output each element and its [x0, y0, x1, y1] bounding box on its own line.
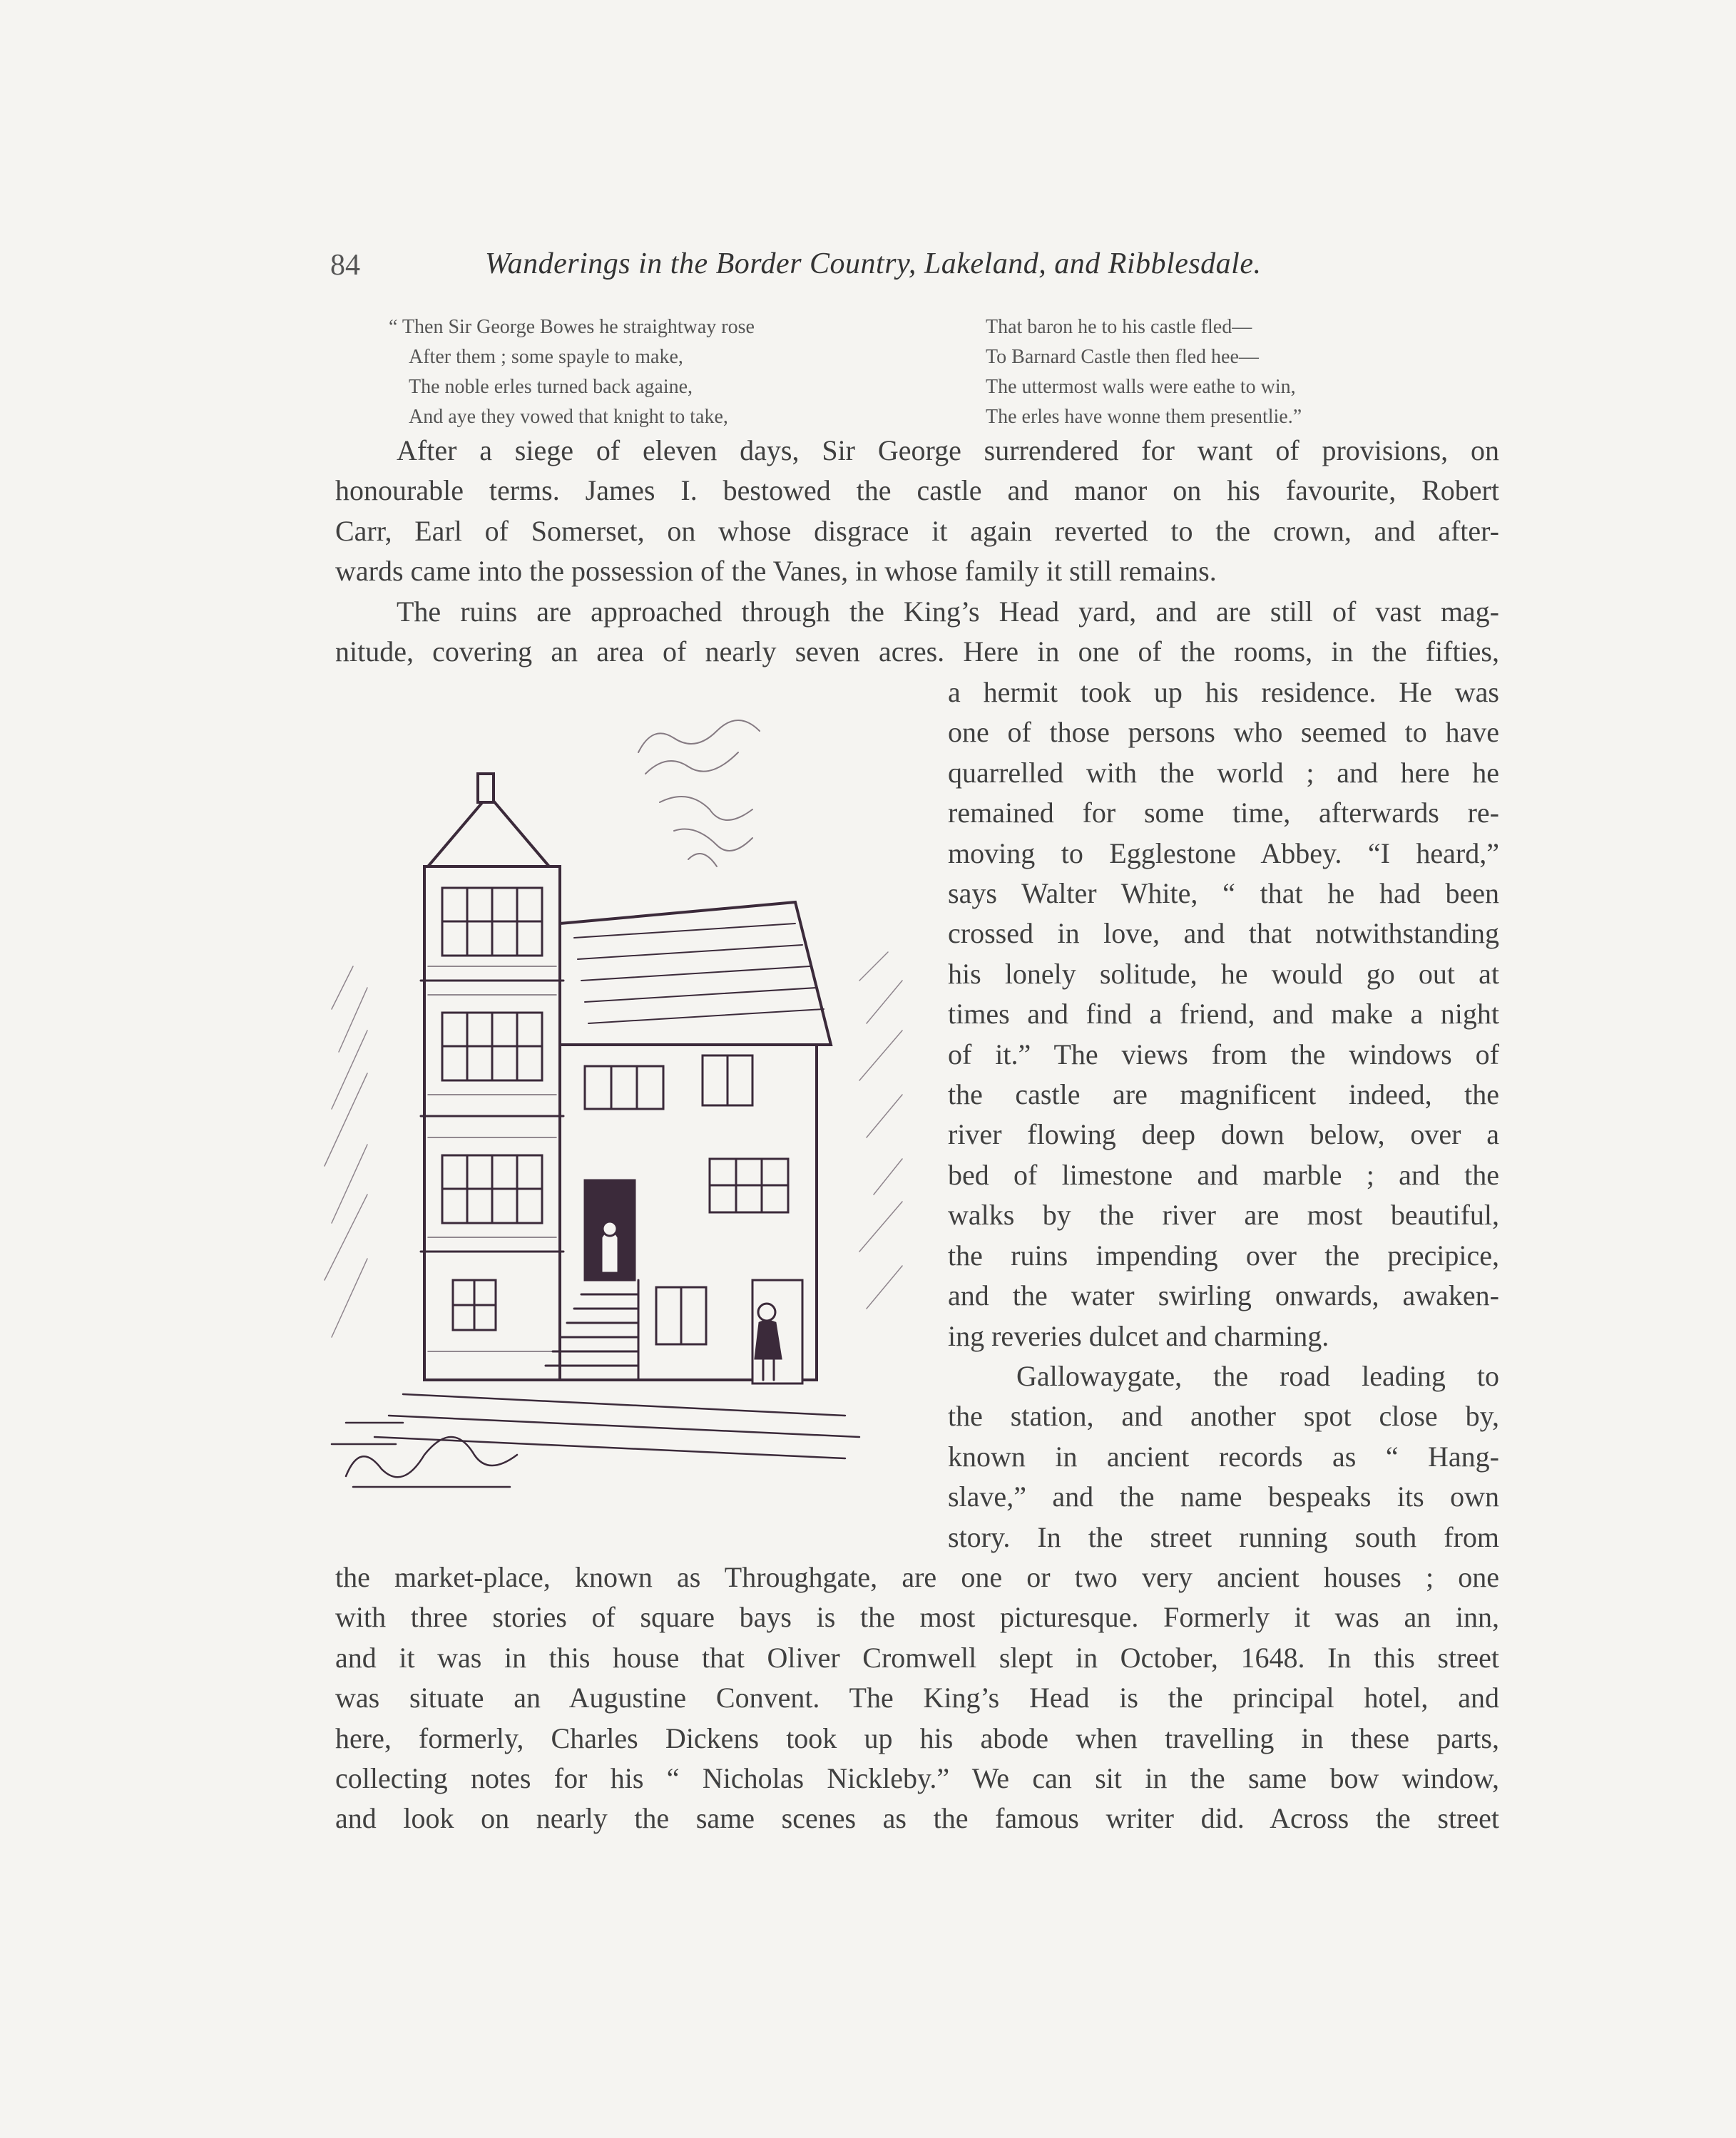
text-line: with three stories of square bays is the most picturesque. Formerly it was an inn, [335, 1601, 1499, 1634]
paragraph-ruins-column [948, 672, 1499, 1356]
paragraph-siege [335, 431, 1499, 592]
page-number: 84 [330, 249, 360, 282]
text-line: quarrelled with the world ; and here he [948, 756, 1499, 789]
text-line: of it.” The views from the windows of [948, 1038, 1499, 1070]
text-line: one of those persons who seemed to have [948, 716, 1499, 749]
text-line: After a siege of eleven days, Sir George surrendered for want of provisions, on [397, 434, 1499, 466]
text-line: story. In the street running south from [948, 1520, 1499, 1553]
text-line: Gallowaygate, the road leading to [1016, 1360, 1499, 1392]
text-line: collecting notes for his “ Nicholas Nickleby.” We can sit in the same bow window, [335, 1762, 1499, 1795]
text-line: crossed in love, and that notwithstanding [948, 917, 1499, 950]
text-line: the ruins impending over the precipice, [948, 1239, 1499, 1272]
ballad-right-column [986, 312, 1442, 432]
ballad-line: The noble erles turned back againe, [409, 376, 693, 398]
text-line: river flowing deep down below, over a [948, 1118, 1499, 1151]
text-line: slave,” and the name bespeaks its own [948, 1480, 1499, 1513]
ballad-line: To Barnard Castle then fled hee— [986, 346, 1259, 368]
text-line: wards came into the possession of the Vanes, in whose family it still remains. [335, 555, 1217, 588]
text-line: his lonely solitude, he would go out at [948, 957, 1499, 990]
text-line: walks by the river are most beautiful, [948, 1199, 1499, 1232]
text-line: and look on nearly the same scenes as the famous writer did. Across the street [335, 1802, 1499, 1835]
text-line: here, formerly, Charles Dickens took up his abode when travelling in these parts, [335, 1722, 1499, 1754]
text-line: remained for some time, afterwards re- [948, 797, 1499, 829]
ballad-line: That baron he to his castle fled— [986, 316, 1252, 338]
ballad-line: “ Then Sir George Bowes he straightway rose [389, 316, 755, 338]
paragraph-gallowaygate-full [335, 1558, 1499, 1839]
text-line: and the water swirling onwards, awaken- [948, 1279, 1499, 1312]
text-line: ing reveries dulcet and charming. [948, 1319, 1329, 1352]
text-line: honourable terms. James I. bestowed the castle and manor on his favourite, Robert [335, 474, 1499, 507]
ballad-line: After them ; some spayle to make, [409, 346, 683, 368]
text-line: the castle are magnificent indeed, the [948, 1078, 1499, 1111]
paragraph-gallowaygate-column [948, 1356, 1499, 1558]
text-line: known in ancient records as “ Hang- [948, 1440, 1499, 1473]
text-line: and it was in this house that Oliver Cromwell slept in October, 1648. In this street [335, 1641, 1499, 1674]
text-line: a hermit took up his residence. He was [948, 676, 1499, 708]
text-line: nitude, covering an area of nearly seven acres. Here in one of the rooms, in the fifties, [335, 635, 1499, 668]
text-line: bed of limestone and marble ; and the [948, 1158, 1499, 1191]
running-head-title: Wanderings in the Border Country, Lakeland, and Ribblesdale. [485, 247, 1262, 280]
ballad-line: The erles have wonne them presentlie.” [986, 406, 1302, 428]
paragraph-ruins-start [335, 592, 1499, 672]
text-line: times and find a friend, and make a night [948, 998, 1499, 1030]
text-line: Carr, Earl of Somerset, on whose disgrace it again reverted to the crown, and after- [335, 514, 1499, 547]
text-line: The ruins are approached through the King’s Head yard, and are still of vast mag- [397, 595, 1499, 628]
text-line: moving to Egglestone Abbey. “I heard,” [948, 837, 1499, 869]
text-line: was situate an Augustine Convent. The King’s Head is the principal hotel, and [335, 1682, 1499, 1714]
ballad-line: The uttermost walls were eathe to win, [986, 376, 1296, 398]
text-line: says Walter White, “ that he had been [948, 877, 1499, 910]
text-line: the market-place, known as Throughgate, are one or two very ancient houses ; one [335, 1561, 1499, 1593]
text-line: the station, and another spot close by, [948, 1400, 1499, 1433]
ballad-line: And aye they vowed that knight to take, [409, 406, 728, 428]
ballad-left-column [389, 312, 902, 432]
engraving-old-inn-house-icon [303, 710, 931, 1501]
